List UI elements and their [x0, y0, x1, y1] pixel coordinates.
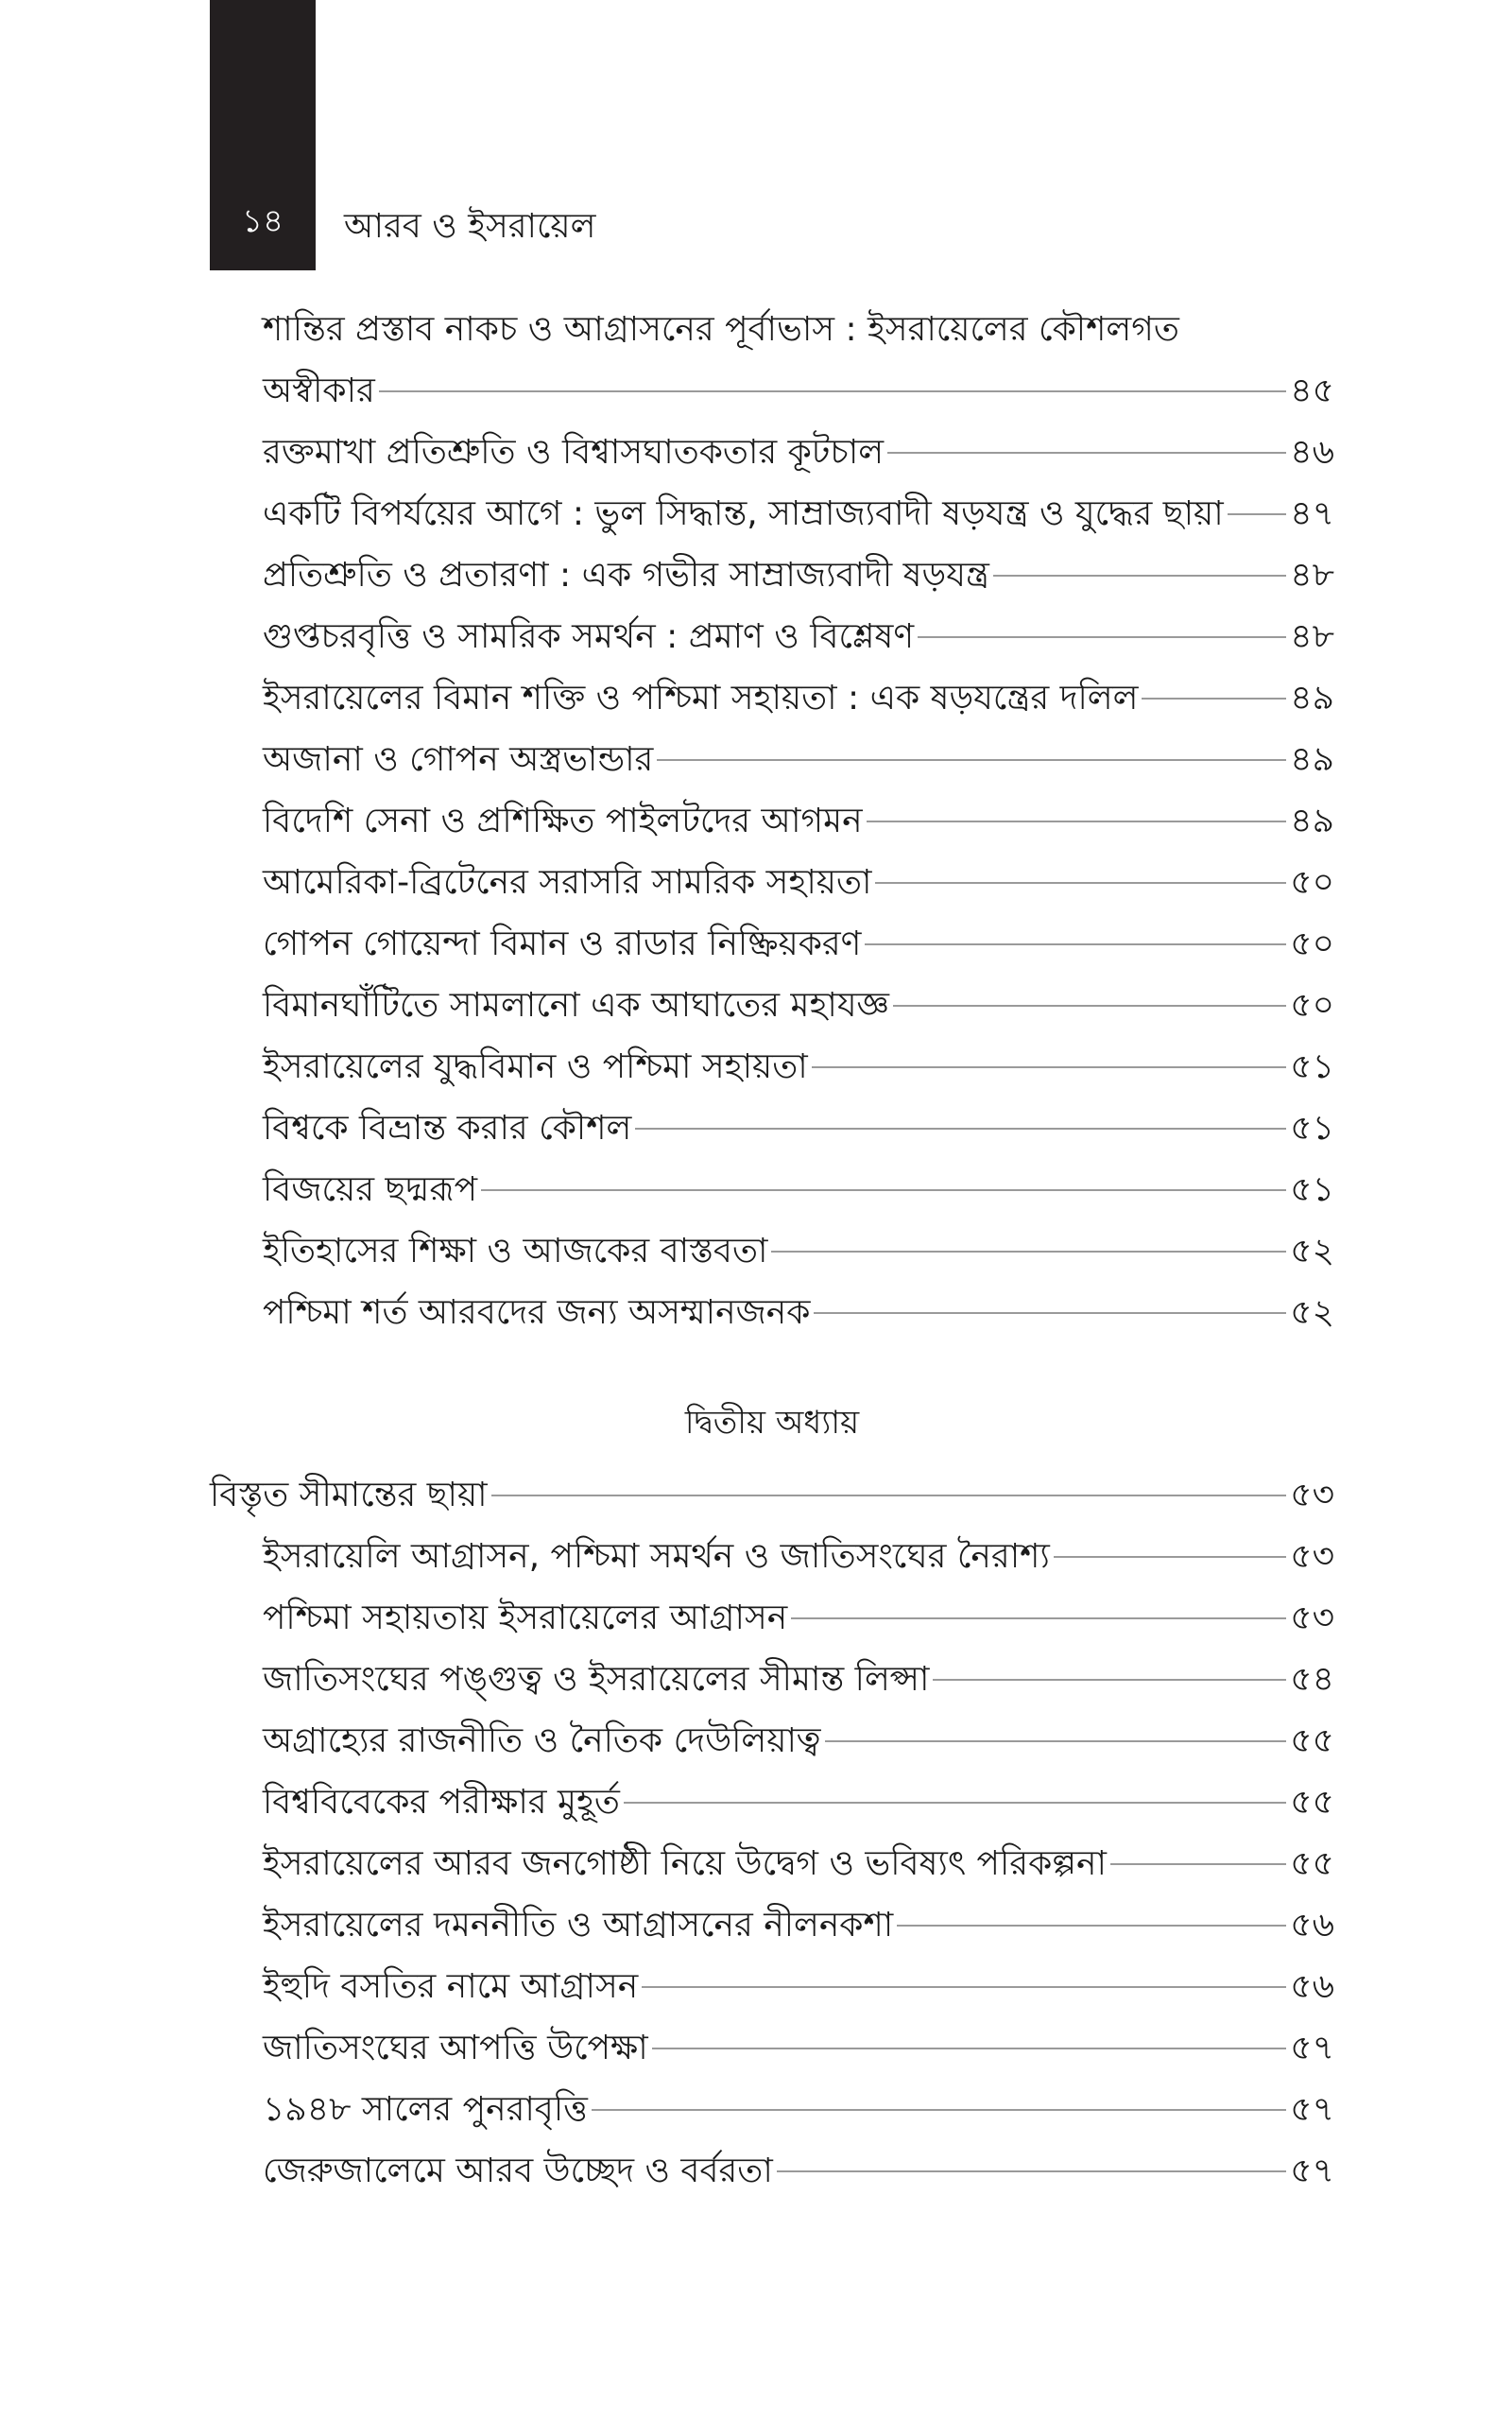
toc-entry-title: জাতিসংঘের আপত্তি উপেক্ষা: [263, 2029, 648, 2067]
toc-entry-title: রক্তমাখা প্রতিশ্রুতি ও বিশ্বাসঘাতকতার কূটচাল: [263, 433, 885, 472]
table-of-contents: [210, 299, 1334, 2202]
toc-entry-title: শান্তির প্রস্তাব নাকচ ও আগ্রাসনের পূর্বাভাস : ইসরায়েলের কৌশলগত: [263, 310, 1179, 349]
toc-entry-page: ৫৭: [1290, 2090, 1334, 2129]
toc-entry[interactable]: [210, 1649, 1334, 1710]
toc-entry-page: ৪৯: [1290, 679, 1334, 717]
toc-entry[interactable]: [210, 483, 1334, 544]
toc-entry-page: ৫৬: [1290, 1967, 1334, 2006]
toc-chapter-entry[interactable]: [210, 1464, 1334, 1526]
dot-leader: [1142, 698, 1286, 700]
dot-leader: [918, 636, 1286, 638]
toc-entry[interactable]: [210, 544, 1334, 606]
toc-entry[interactable]: [210, 913, 1334, 975]
toc-entry-title: অস্বীকার: [263, 372, 375, 410]
page-number-tab: [210, 0, 316, 270]
dot-leader: [777, 2170, 1286, 2172]
toc-entry-title: ইতিহাসের শিক্ষা ও আজকের বাস্তবতা: [263, 1232, 768, 1270]
toc-entry[interactable]: [210, 1772, 1334, 1833]
toc-entry-continuation[interactable]: [210, 360, 1334, 422]
dot-leader: [642, 1986, 1286, 1988]
dot-leader: [933, 1679, 1286, 1681]
toc-entry-page: ৫৭: [1290, 2029, 1334, 2067]
page-number: ১৪: [241, 202, 284, 240]
toc-entry-page: ৫০: [1290, 986, 1334, 1025]
dot-leader: [481, 1189, 1286, 1191]
toc-entry-page: ৫৩: [1290, 1599, 1334, 1637]
dot-leader: [491, 1495, 1287, 1496]
toc-entry-page: ৪৮: [1290, 556, 1334, 595]
toc-entry-page: ৫৪: [1290, 1660, 1334, 1699]
toc-entry-title: পশ্চিমা সহায়তায় ইসরায়েলের আগ্রাসন: [263, 1599, 788, 1637]
dot-leader: [893, 1005, 1286, 1007]
dot-leader: [592, 2109, 1286, 2111]
toc-entry-title: অগ্রাহ্যের রাজনীতি ও নৈতিক দেউলিয়াত্ব: [263, 1721, 821, 1760]
toc-entry[interactable]: [210, 1098, 1334, 1159]
toc-entry[interactable]: [210, 1282, 1334, 1343]
toc-entry-page: ৫৫: [1290, 1721, 1334, 1760]
chapter-2-entries: [210, 1526, 1334, 2202]
dot-leader: [875, 882, 1286, 884]
toc-entry-page: ৫১: [1290, 1170, 1334, 1209]
toc-entry-page: ৪৮: [1290, 617, 1334, 656]
toc-entry-title: আমেরিকা-ব্রিটেনের সরাসরি সামরিক সহায়তা: [263, 863, 872, 902]
toc-entry-title: ইসরায়েলের আরব জনগোষ্ঠী নিয়ে উদ্বেগ ও ভবিষ্যৎ পরিকল্পনা: [263, 1844, 1107, 1883]
dot-leader: [771, 1251, 1286, 1253]
toc-entry-page: ৪৯: [1290, 802, 1334, 840]
dot-leader: [1228, 513, 1287, 515]
toc-entry-title: বিদেশি সেনা ও প্রশিক্ষিত পাইলটদের আগমন: [263, 802, 863, 840]
toc-entry[interactable]: [210, 422, 1334, 483]
toc-entry-page: ৪৫: [1290, 372, 1334, 410]
toc-entry-page: ৫৫: [1290, 1783, 1334, 1822]
dot-leader: [657, 759, 1286, 761]
dot-leader: [1110, 1863, 1286, 1865]
toc-entry-title: ১৯৪৮ সালের পুনরাবৃত্তি: [263, 2090, 588, 2129]
toc-entry-title: পশ্চিমা শর্ত আরবদের জন্য অসম্মানজনক: [263, 1293, 811, 1332]
dot-leader: [865, 943, 1286, 945]
toc-entry[interactable]: [210, 729, 1334, 790]
dot-leader: [652, 2048, 1287, 2049]
chapter-heading: দ্বিতীয় অধ্যায়: [684, 1404, 860, 1442]
toc-entry-title: গুপ্তচরবৃত্তি ও সামরিক সমর্থন : প্রমাণ ও বিশ্লেষণ: [263, 617, 915, 656]
toc-entry-title: ইহুদি বসতির নামে আগ্রাসন: [263, 1967, 639, 2006]
toc-entry[interactable]: [210, 852, 1334, 913]
toc-entry-page: ৪৬: [1290, 433, 1334, 472]
dot-leader: [791, 1617, 1286, 1619]
toc-entry-page: ৫১: [1290, 1047, 1334, 1086]
toc-entry[interactable]: [210, 1036, 1334, 1098]
toc-entry-title: অজানা ও গোপন অস্ত্রভান্ডার: [263, 740, 654, 779]
toc-entry[interactable]: [210, 1526, 1334, 1587]
toc-entry-page: ৫০: [1290, 863, 1334, 902]
toc-entry[interactable]: [210, 2079, 1334, 2140]
dot-leader: [887, 452, 1286, 454]
toc-entry-page: ৪৯: [1290, 740, 1334, 779]
toc-entry-title: ইসরায়েলের যুদ্ধবিমান ও পশ্চিমা সহায়তা: [263, 1047, 808, 1086]
running-header-title: আরব ও ইসরায়েল: [344, 207, 596, 246]
dot-leader: [812, 1066, 1287, 1068]
toc-entry-title: ইসরায়েলের বিমান শক্তি ও পশ্চিমা সহায়তা : এক ষড়যন্ত্রের দলিল: [263, 679, 1139, 717]
toc-entry-title: গোপন গোয়েন্দা বিমান ও রাডার নিষ্ক্রিয়করণ: [263, 925, 862, 963]
toc-entry-page: ৫২: [1290, 1293, 1334, 1332]
toc-entry-page: ৫৭: [1290, 2152, 1334, 2190]
dot-leader: [379, 390, 1286, 392]
toc-entry[interactable]: [210, 975, 1334, 1036]
toc-entry-page: ৫৬: [1290, 1906, 1334, 1945]
section-1-entries: [210, 422, 1334, 1343]
toc-entry-title: জাতিসংঘের পঙ্গুত্ব ও ইসরায়েলের সীমান্ত লিপ্সা: [263, 1660, 930, 1699]
toc-entry-title: বিস্তৃত সীমান্তের ছায়া: [210, 1476, 488, 1514]
toc-entry[interactable]: [210, 790, 1334, 852]
toc-entry-page: ৫৫: [1290, 1844, 1334, 1883]
dot-leader: [993, 575, 1286, 577]
toc-entry-title: প্রতিশ্রুতি ও প্রতারণা : এক গভীর সাম্রাজ্যবাদী ষড়যন্ত্র: [263, 556, 989, 595]
dot-leader: [825, 1740, 1287, 1742]
toc-entry-title: জেরুজালেমে আরব উচ্ছেদ ও বর্বরতা: [263, 2152, 773, 2190]
toc-entry-title: বিজয়ের ছদ্মরূপ: [263, 1170, 478, 1209]
toc-entry[interactable]: [210, 1587, 1334, 1649]
toc-entry[interactable]: [210, 1159, 1334, 1220]
toc-entry-page: ৫১: [1290, 1109, 1334, 1148]
dot-leader: [814, 1312, 1286, 1314]
dot-leader: [867, 821, 1287, 822]
toc-entry[interactable]: [210, 2140, 1334, 2202]
dot-leader: [897, 1925, 1286, 1927]
toc-entry-page: ৫৩: [1290, 1476, 1334, 1514]
toc-entry-title: ইসরায়েলি আগ্রাসন, পশ্চিমা সমর্থন ও জাতিসংঘের নৈরাশ্য: [263, 1537, 1050, 1576]
toc-entry-title: ইসরায়েলের দমননীতি ও আগ্রাসনের নীলনকশা: [263, 1906, 894, 1945]
dot-leader: [624, 1802, 1286, 1804]
toc-entry-page: ৫০: [1290, 925, 1334, 963]
toc-entry[interactable]: [210, 1710, 1334, 1772]
toc-entry-title: বিমানঘাঁটিতে সামলানো এক আঘাতের মহাযজ্ঞ: [263, 986, 890, 1025]
dot-leader: [635, 1128, 1286, 1130]
toc-entry-title: বিশ্ববিবেকের পরীক্ষার মুহূর্ত: [263, 1783, 620, 1822]
toc-entry[interactable]: [210, 667, 1334, 729]
toc-entry[interactable]: [210, 606, 1334, 667]
toc-entry[interactable]: [210, 1220, 1334, 1282]
toc-entry[interactable]: [210, 2017, 1334, 2079]
dot-leader: [1054, 1556, 1286, 1558]
toc-entry[interactable]: [210, 1833, 1334, 1894]
toc-entry-title: বিশ্বকে বিভ্রান্ত করার কৌশল: [263, 1109, 632, 1148]
toc-entry-page: ৪৭: [1290, 494, 1334, 533]
toc-entry-page: ৫৩: [1290, 1537, 1334, 1576]
toc-entry-page: ৫২: [1290, 1232, 1334, 1270]
toc-entry-title: একটি বিপর্যয়ের আগে : ভুল সিদ্ধান্ত, সাম্রাজ্যবাদী ষড়যন্ত্র ও যুদ্ধের ছায়া: [263, 494, 1224, 533]
toc-entry[interactable]: [210, 299, 1334, 360]
toc-entry[interactable]: [210, 1894, 1334, 1956]
toc-entry[interactable]: [210, 1956, 1334, 2017]
